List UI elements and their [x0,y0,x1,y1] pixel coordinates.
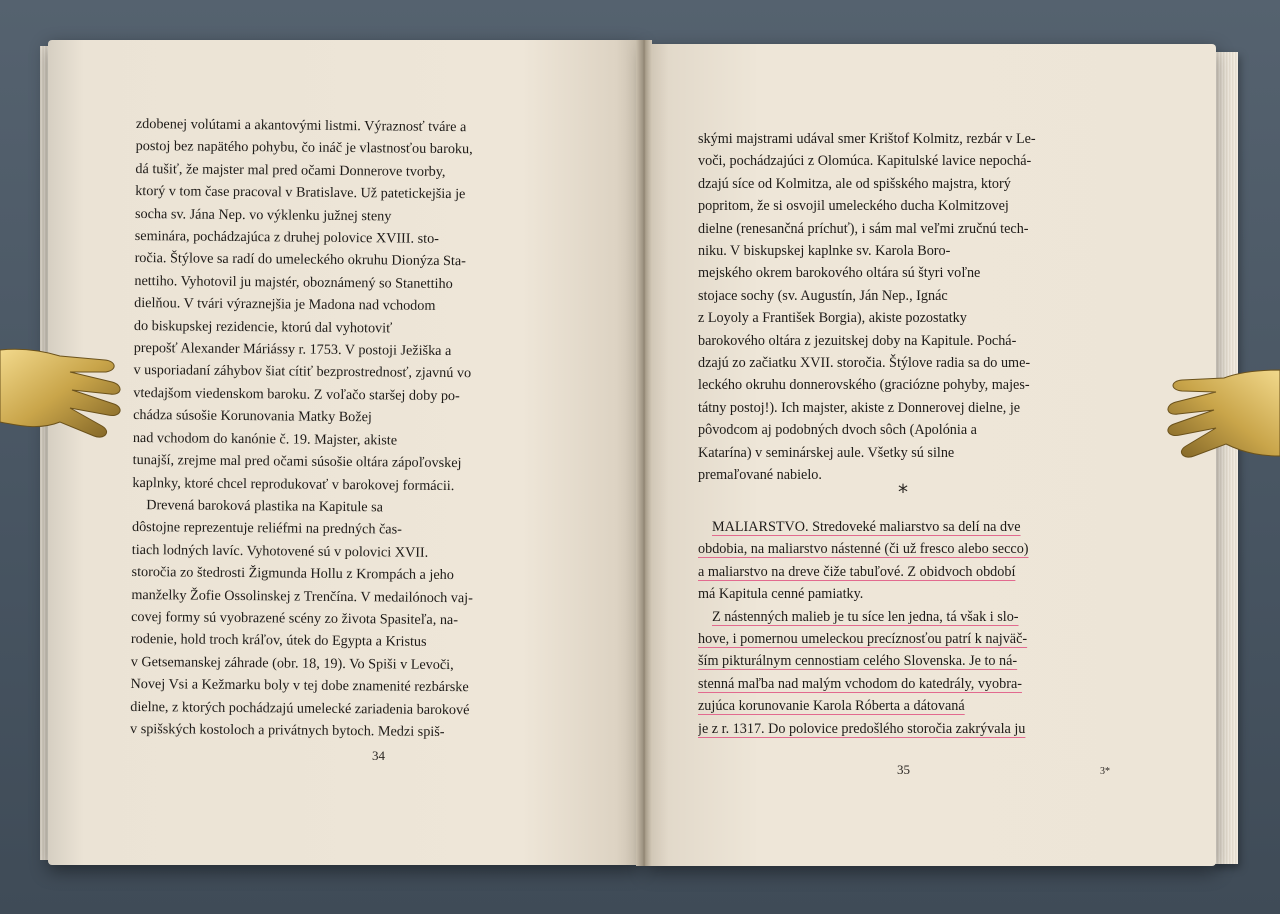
text-line: hove, i pomernou umeleckou precíznosťou patrí k najväč- [698,631,1028,648]
text-line: stenná maľba nad malým vchodom do katedrály, vyobra- [698,675,1022,692]
text-line: Novej Vsi a Kežmarku boly v tej dobe znamenité rezbárske [130,676,469,696]
text-line: zujúca korunovanie Karola Róberta a dátovaná [698,698,965,715]
text-line: z Loyoly a František Borgia), akiste pozostatky [698,310,967,327]
text-line: v spišských kostoloch a privátnych bytoch. Medzi spiš- [130,720,445,740]
text-line: skými majstrami udával smer Krištof Kolmitz, rezbár v Le- [698,131,1036,147]
text-line: dá tušiť, že majster mal pred očami Donnerove tvorby, [135,160,446,180]
text-line: v usporiadaní záhybov šiat cítiť bezprostrednosť, zjavnú vo [133,362,472,382]
text-line: Z nástenných malieb je tu síce len jedna, tá však i slo- [712,608,1019,625]
text-line: MALIARSTVO. Stredoveké maliarstvo sa delí na dve [712,519,1021,535]
text-line: má Kapitula cenné pamiatky. [698,586,864,603]
text-line: do biskupskej rezidencie, ktorú dal vyhotoviť [133,317,393,337]
text-line: obdobia, na maliarstvo nástenné (či už fresco alebo secco) [698,541,1029,558]
text-line: ročia. Štýlove sa radí do umeleckého okruhu Dionýza Sta- [134,250,467,270]
text-line: tiach lodných lavíc. Vyhotovené sú v polovici XVII. [131,541,429,561]
right-page-text-upper [698,128,1116,487]
right-page-text-lower [698,516,1116,740]
text-line: dzajú síce od Kolmitza, ale od spišského majstra, ktorý [698,175,1011,192]
text-line: postoj bez napätého pohybu, čo ináč je vlastnosťou baroku, [135,138,473,158]
text-line: nad vchodom do kanónie č. 19. Majster, akiste [132,429,398,449]
text-line: nettiho. Vyhotovil ju majstér, oboznámený so Stanettiho [134,272,453,292]
text-line: ktorý v tom čase pracoval v Bratislave. Už patetickejšia je [135,183,466,203]
text-line: covej formy sú vyobrazené scény zo života Spasiteľa, na- [131,608,459,629]
text-line: niku. V biskupskej kaplnke sv. Karola Boro- [698,243,951,260]
text-line: tátny postoj!). Ich majster, akiste z Donnerovej dielne, je [698,399,1021,416]
text-line: zdobenej volútami a akantovými listmi. Výraznosť tváre a [135,115,467,136]
left-page-number: 34 [372,748,385,763]
right-brass-hand [1160,360,1280,480]
section-star: * [898,480,908,504]
left-brass-hand [0,330,130,460]
text-line: leckého okruhu donnerovského (graciózne pohyby, majes- [698,377,1030,394]
text-line: popritom, že si osvojil umeleckého ducha Kolmitzovej [698,198,1009,215]
text-line: dielňou. V tvári výraznejšia je Madona nad vchodom [134,295,436,315]
text-line: dielne (renesančná príchuť), i sám mal veľmi zručnú tech- [698,220,1029,237]
right-page-number: 35 [897,762,910,777]
text-line: kaplnky, ktoré chcel reprodukovať v barokovej formácii. [132,474,455,494]
text-line: voči, pochádzajúci z Olomúca. Kapitulské lavice nepochá- [698,153,1032,170]
text-line: barokového oltára z jezuitskej doby na Kapitule. Pochá- [698,332,1017,349]
text-line: manželky Žofie Ossolinskej z Trenčína. V medailónoch vaj- [131,586,473,606]
text-line: tunajší, zrejme mal pred očami súsošie oltára zápoľovskej [132,452,462,472]
signature-mark: 3* [1100,766,1110,777]
text-line: pôvodcom aj podobných dvoch sôch (Apolónia a [698,422,977,439]
text-line: storočia zo štedrosti Žigmunda Hollu z Krompách a jeho [131,564,454,584]
text-line: Drevená baroková plastika na Kapitule sa [146,497,384,516]
text-line: dôstojne reprezentuje reliéfmi na predných čas- [131,519,402,538]
text-line: vtedajšom viedenskom baroku. Z voľačo staršej doby po- [133,384,460,404]
text-line: je z r. 1317. Do polovice predošlého storočia zakrývala ju [698,720,1026,737]
text-line: v Getsemanskej záhrade (obr. 18, 19). Vo Spiši v Levoči, [130,653,454,673]
text-line: seminára, pochádzajúca z druhej polovice XVIII. sto- [134,228,440,247]
text-line: chádza súsošie Korunovania Matky Božej [133,407,372,426]
text-line: dielne, z ktorých pochádzajú umelecké zariadenia barokové [130,698,470,718]
text-line: premaľované nabielo. [698,467,822,484]
text-line: rodenie, hold troch kráľov, útek do Egypta a Kristus [130,631,427,651]
text-line: ším pikturálnym cennostiam celého Slovenska. Je to ná- [698,653,1018,670]
book-gutter [636,40,652,866]
text-line: stojace sochy (sv. Augustín, Ján Nep., Ignác [698,287,948,304]
text-line: mejského okrem barokového oltára sú štyri voľne [698,265,981,282]
text-line: prepošť Alexander Máriássy r. 1753. V postoji Ježiška a [133,340,452,360]
text-line: socha sv. Jána Nep. vo výklenku južnej steny [134,205,392,225]
text-line: Katarína) v seminárskej aule. Všetky sú silne [698,444,955,461]
text-line: dzajú zo začiatku XVII. storočia. Štýlove radia sa do ume- [698,355,1031,372]
left-page-text [130,113,568,744]
text-line: a maliarstvo na dreve čiže tabuľové. Z obidvoch období [698,563,1016,580]
